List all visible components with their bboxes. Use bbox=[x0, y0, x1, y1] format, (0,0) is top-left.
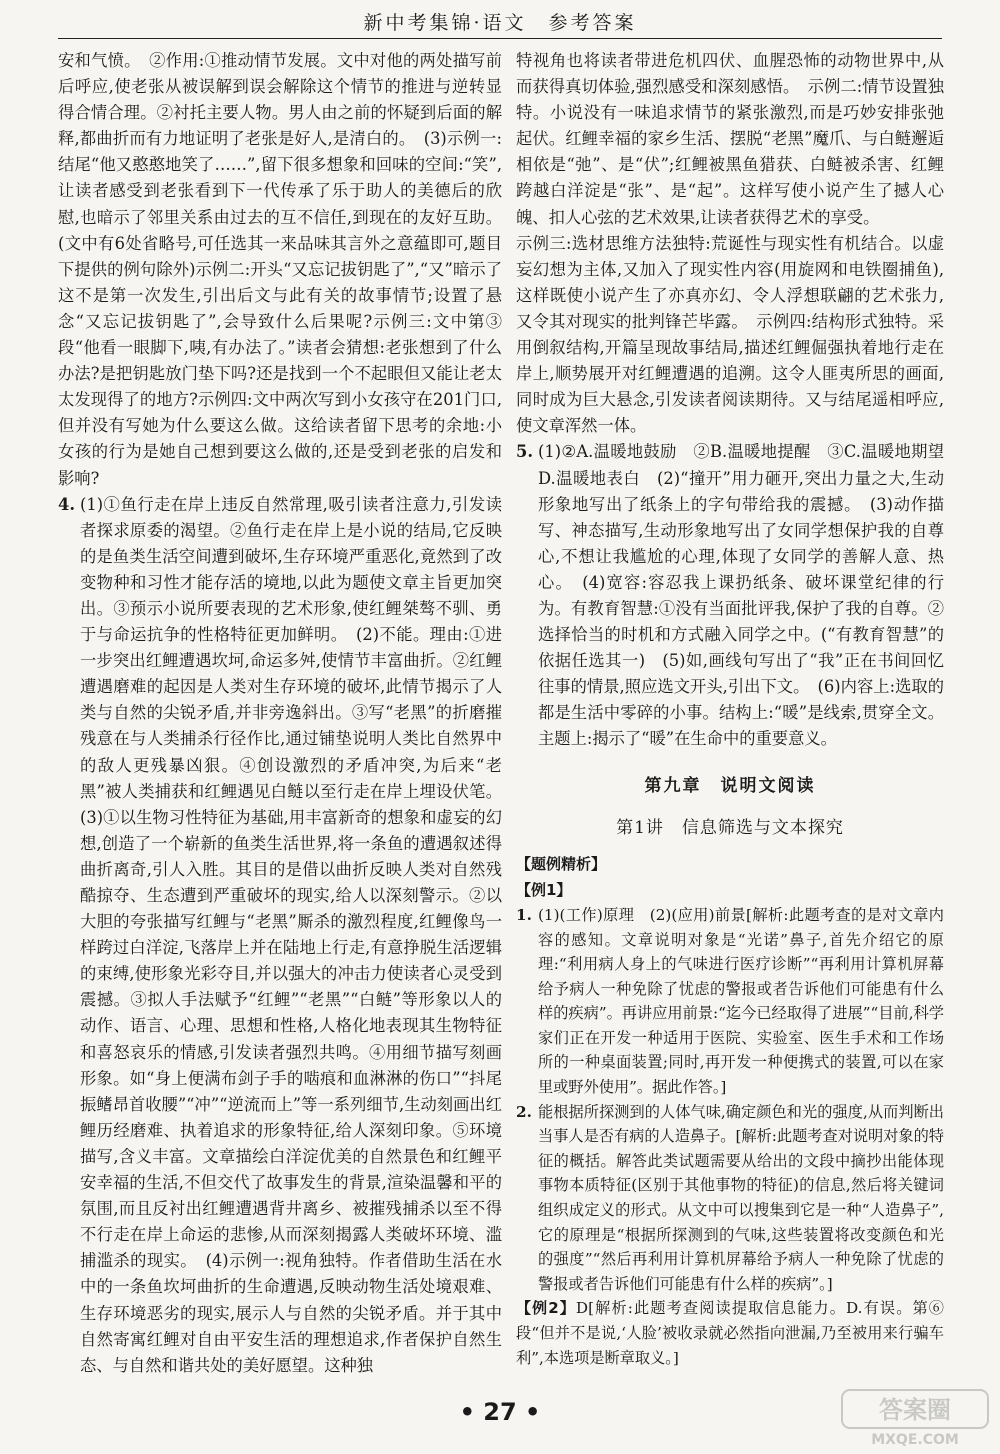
example-1-answer-1-text: (1)(工作)原理 (2)(应用)前景[解析:此题考查的是对文章内容的感知。文章说明对象是“光诺”鼻子,首先介绍它的原理:“利用病人身上的气味进行医疗诊断”“再利用计算机屏幕给予病人一种免除了忧虑的警报或者告诉他们可能患有什么样的疾病”。再讲应用前景:“迄今已经取得了进展”“目前,科学家们正在开发一种适用于医院、实验室、医生手术和工作场所的一种桌面装置;同时,再开发一种便携式的装置,可以在家里或野外使用”。据此作答。] bbox=[538, 905, 944, 1097]
answer-5 bbox=[516, 439, 961, 752]
answer-4-continued: 特视角也将读者带进危机四伏、血腥恐怖的动物世界中,从而获得真切体验,强烈感受和深刻感悟。 示例二:情节设置独特。小说没有一味追求情节的紧张激烈,而是巧妙安排张弛起伏。红鲤幸福的家乡生活、摆脱“老黑”魔爪、与白鲢邂逅相依是“弛”、是“伏”;红鲤被黑鱼猎获、白鲢被杀害、红鲤跨越白洋淀是“张”、是“起”。这样写使小说产生了撼人心魄、扣人心弦的艺术效果,让读者获得艺术的享受。 bbox=[516, 51, 944, 227]
example-1-answer-1 bbox=[516, 903, 944, 1100]
answer-3-continued: 安和气愤。 ②作用:①推动情节发展。文中对他的两处描写前后呼应,使老张从被误解到误会解除这个情节的推进与逆转显得合情合理。②衬托主要人物。男人由之前的怀疑到后面的解释,都曲折而有力地证明了老张是好人,是清白的。 (3)示例一:结尾“他又憨憨地笑了……”,留下很多想象和回味的空间:“笑”,让读者感受到老张看到下一代传承了乐于助人的美德后的欣慰,也暗示了邻里关系由过去的互不信任,到现在的友好互助。(文中有6处省略号,可任选其一来品味其言外之意蕴即可,题目下提供的例句除外)示例二:开头“又忘记拔钥匙了”,“又”暗示了这不是第一次发生,引出后文与此有关的故事情节;设置了悬念“又忘记拔钥匙了”,会导致什么后果呢?示例三:文中第③段“他看一眼脚下,咦,有办法了。”读者会猜想:老张想到了什么办法?是把钥匙放门垫下吗?还是找到一个不起眼但又能让老太太发现得了的地方?示例四:文中两次写到小女孩守在201门口,但并没有写她为什么要这么做。这给读者留下思考的余地:小女孩的行为是她自己想到要这么做的,还是受到老张的启发和影响? bbox=[58, 51, 502, 488]
example-2-tag: 【例2】 bbox=[516, 1299, 576, 1318]
example-2-text: D[解析:此题考查阅读提取信息能力。D.有误。第⑥段“但并不是说,‘人脸’被收录就必然指向泄漏,乃至被用来行骗车利”,本选项是断章取义。] bbox=[516, 1299, 944, 1367]
watermark-url: MXQE.COM bbox=[871, 1432, 959, 1448]
example-1-number-2: 2. bbox=[516, 1102, 532, 1121]
example-1-number-1: 1. bbox=[516, 905, 532, 924]
question-number-5: 5. bbox=[516, 442, 533, 462]
left-column bbox=[58, 48, 502, 1379]
answer-4-example-3: 示例三:选材思维方法独特:荒诞性与现实性有机结合。以虚妄幻想为主体,又加入了现实性内容(用旋网和电铁圈捕鱼),这样既使小说产生了亦真亦幻、令人浮想联翩的艺术张力,又令其对现实的批判锋芒毕露。 示例四:结构形式独特。采用倒叙结构,开篇呈现故事结局,描述红鲤倔强执着地行走在岸上,顺势展开对红鲤遭遇的追溯。这令人匪夷所思的画面,同时成为巨大悬念,引发读者阅读期待。又与结尾遥相呼应,使文章浑然一体。 bbox=[516, 233, 944, 436]
right-column bbox=[516, 48, 961, 1370]
page-header: 新中考集锦·语文 参考答案 bbox=[363, 12, 637, 34]
page-number: • 27 • bbox=[459, 1398, 541, 1426]
header-rule bbox=[58, 38, 942, 39]
answer-5-text: (1)②A.温暖地鼓励 ②B.温暖地提醒 ③C.温暖地期望 D.温暖地表白 (2)“撞开”用力砸开,突出力量之大,生动形象地写出了纸条上的字句带给我的震撼。 (3)动作描写、神态描写,生动形象地写出了女同学想保护我的自尊心,不想让我尴尬的心理,体现了女同学的善解人意、热心。 (4)宽容:容忍我上课扔纸条、破坏课堂纪律的行为。有教育智慧:①没有当面批评我,保护了我的自尊。②选择恰当的时机和方式融入同学之中。(“有教育智慧”的依据任选其一) (5)如,画线句写出了“我”正在书间回忆往事的情景,照应选文开头,引出下文。 (6)内容上:选取的都是生活中零碎的小事。结构上:“暖”是线索,贯穿全文。主题上:揭示了“暖”在生命中的重要意义。 bbox=[538, 442, 961, 749]
watermark-logo bbox=[840, 1388, 990, 1448]
example-1-answer-2-text: 能根据所探测到的人体气味,确定颜色和光的强度,从而判断出当事人是否有病的人造鼻子。[解析:此题考查对说明对象的特征的概括。解答此类试题需要从给出的文段中摘抄出能体现事物本质特征(区别于其他事物的特征)的信息,然后将关键词组织成定义的形式。从文中可以搜集到它是一种“人造鼻子”,它的原理是“根据所探测到的气味,这些装置将改变颜色和光的强度”“然后再利用计算机屏幕给予病人一种免除了忧虑的警报或者告诉他们可能患有什么样的疾病”。] bbox=[538, 1102, 944, 1293]
question-number-4: 4. bbox=[58, 494, 75, 514]
example-2 bbox=[516, 1296, 944, 1370]
answer-4-text: (1)①鱼行走在岸上违反自然常理,吸引读者注意力,引发读者探求原委的渴望。②鱼行走在岸上是小说的结局,它反映的是鱼类生活空间遭到破坏,生存环境严重恶化,竟然到了改变物种和习性才能存活的境地,以此为题使文章主旨更加突出。③预示小说所要表现的艺术形象,使红鲤桀骜不驯、勇于与命运抗争的性格特征更加鲜明。 (2)不能。理由:①进一步突出红鲤遭遇坎坷,命运多舛,使情节丰富曲折。②红鲤遭遇磨难的起因是人类对生存环境的破坏,此情节揭示了人类与自然的尖锐矛盾,并非旁逸斜出。③写“老黑”的折磨摧残意在与人类捕杀行径作比,通过铺垫说明人类比自然界中的敌人更残暴凶狠。④创设激烈的矛盾冲突,为后来“老黑”被人类捕获和红鲤遇见白鲢以至行走在岸上埋设伏笔。(3)①以生物习性特征为基础,用丰富新奇的想象和虚妄的幻想,创造了一个崭新的鱼类生活世界,将一条鱼的遭遇叙述得曲折离奇,引人入胜。其目的是借以曲折反映人类对自然残酷掠夺、生态遭到严重破坏的现实,给人以深刻警示。②以大胆的夸张描写红鲤与“老黑”厮杀的激烈程度,红鲤像鸟一样跨过白洋淀,飞落岸上并在陆地上行走,有意挣脱生活逻辑的束缚,使形象光彩夺目,并以强大的冲击力使读者心灵受到震撼。③拟人手法赋予“红鲤”“老黑”“白鲢”等形象以人的动作、语言、心理、思想和性格,人格化地表现其生物特征和喜怒哀乐的情感,引发读者强烈共鸣。④用细节描写刻画形象。如“身上便满布剑子手的啮痕和血淋淋的伤口”“抖尾振鳍昂首收腰”“冲”“逆流而上”等一系列细节,生动刻画出红鲤历经磨难、执着追求的形象特征,给人深刻印象。⑤环境描写,含义丰富。文章描绘白洋淀优美的自然景色和红鲤平安幸福的生活,不但交代了故事发生的背景,渲染温馨和平的氛围,而且反衬出红鲤遭遇背井离乡、被摧残捕杀以至不得不行走在岸上命运的悲惨,从而深刻揭露人类破坏环境、滥捕滥杀的现实。 (4)示例一:视角独特。作者借助生活在水中的一条鱼坎坷曲折的生命遭遇,反映动物生活处境艰难、生存环境恶劣的现实,展示人与自然的尖锐矛盾。并于其中自然寄寓红鲤对自由平安生活的理想追求,作者保护自然生态、与自然和谐共处的美好愿望。这种独 bbox=[80, 494, 502, 1375]
chapter-title: 第九章 说明文阅读 bbox=[644, 775, 816, 796]
answer-4 bbox=[58, 492, 502, 1379]
section-tag-examples: 【题例精析】 bbox=[516, 854, 607, 873]
example-1-tag: 【例1】 bbox=[516, 880, 572, 899]
lecture-title: 第1讲 信息筛选与文本探究 bbox=[616, 817, 844, 838]
example-1-answer-2 bbox=[516, 1100, 944, 1297]
watermark-brand: 答案圈 bbox=[879, 1396, 951, 1424]
